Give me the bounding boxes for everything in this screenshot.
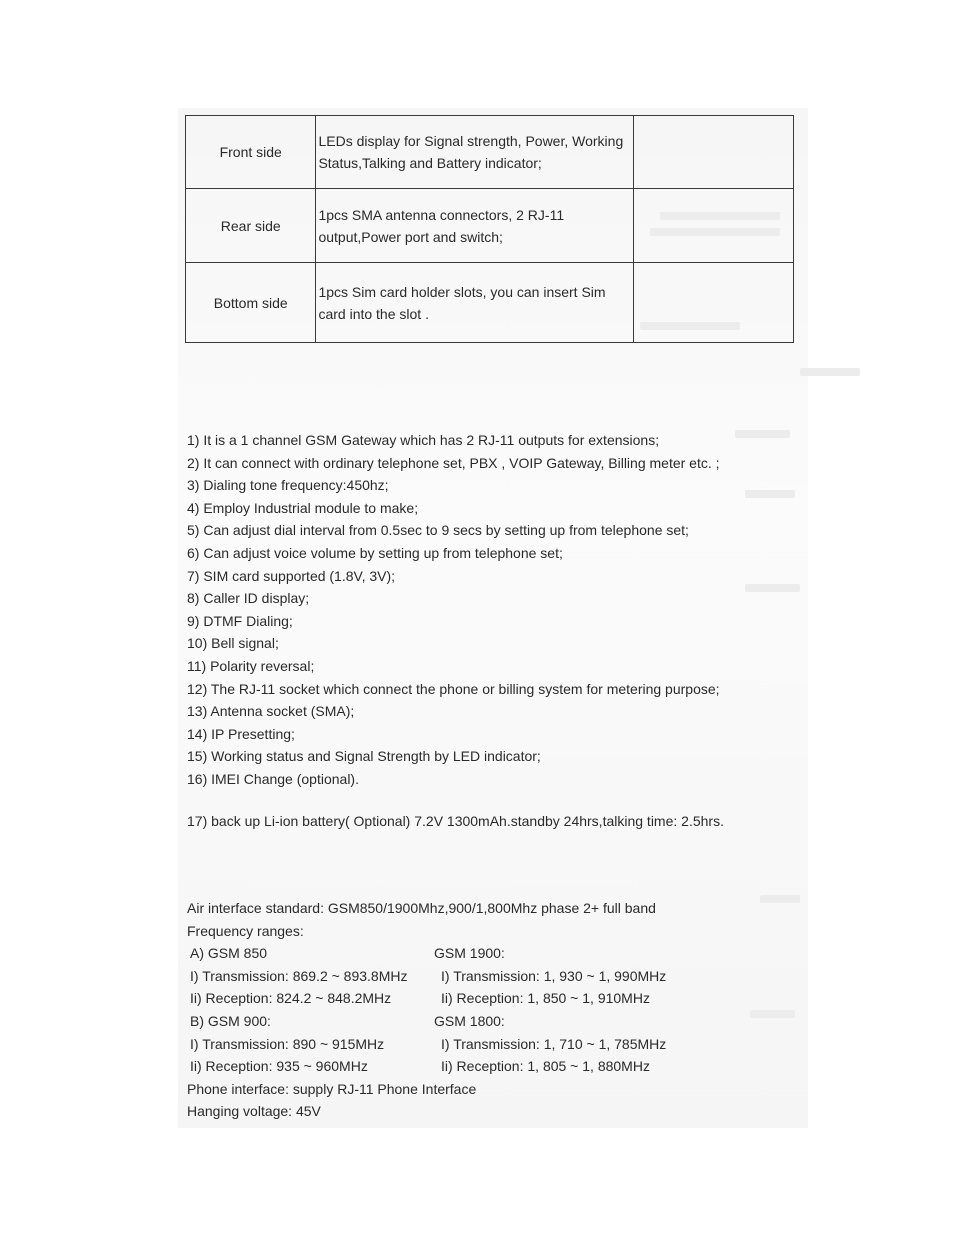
list-item: 4) Employ Industrial module to make; xyxy=(187,499,419,516)
gsm1900-heading: GSM 1900: xyxy=(434,945,505,962)
list-item: 14) IP Presetting; xyxy=(187,725,295,742)
spec-row xyxy=(187,1055,747,1078)
gsm900-transmission: I) Transmission: 890 ~ 915MHz xyxy=(190,1035,385,1052)
frequency-ranges-heading: Frequency ranges: xyxy=(187,922,304,939)
bleed-through-mark xyxy=(760,895,800,903)
spec-row xyxy=(187,1010,747,1033)
gsm1900-transmission: I) Transmission: 1, 930 ~ 1, 990MHz xyxy=(441,967,667,984)
table-row xyxy=(186,263,794,343)
table-row xyxy=(186,189,794,263)
list-item: 11) Polarity reversal; xyxy=(187,657,315,674)
gsm850-transmission: I) Transmission: 869.2 ~ 893.8MHz xyxy=(190,967,408,984)
list-item: 9) DTMF Dialing; xyxy=(187,612,293,629)
gsm900-reception: Ii) Reception: 935 ~ 960MHz xyxy=(190,1058,368,1075)
side-label: Rear side xyxy=(186,189,316,263)
list-item: 3) Dialing tone frequency:450hz; xyxy=(187,477,389,494)
table-row xyxy=(186,116,794,189)
bleed-through-mark xyxy=(745,584,800,592)
list-item: 13) Antenna socket (SMA); xyxy=(187,703,355,720)
list-item: 2) It can connect with ordinary telephone set, PBX , VOIP Gateway, Billing meter etc. ; xyxy=(187,454,720,471)
list-item: 16) IMEI Change (optional). xyxy=(187,770,359,787)
description-line: output,Power port and switch; xyxy=(318,228,503,245)
bleed-through-mark xyxy=(735,430,790,438)
spec-row xyxy=(187,1033,747,1056)
description-line: 1pcs SMA antenna connectors, 2 RJ-11 xyxy=(318,206,565,223)
list-item: 6) Can adjust voice volume by setting up from telephone set; xyxy=(187,544,563,561)
gsm1800-reception: Ii) Reception: 1, 805 ~ 1, 880MHz xyxy=(441,1058,650,1075)
list-item: 10) Bell signal; xyxy=(187,635,279,652)
list-item: 1) It is a 1 channel GSM Gateway which has 2 RJ-11 outputs for extensions; xyxy=(187,432,660,448)
bleed-through-mark xyxy=(750,1010,795,1018)
side-description xyxy=(316,189,634,263)
spec-row xyxy=(187,987,747,1010)
gsm850-reception: Ii) Reception: 824.2 ~ 848.2MHz xyxy=(190,990,392,1007)
empty-cell xyxy=(634,116,794,189)
spec-row xyxy=(187,965,747,988)
side-description xyxy=(316,116,634,189)
phone-interface-spec: Phone interface: supply RJ-11 Phone Interface xyxy=(187,1080,477,1097)
gsm1800-transmission: I) Transmission: 1, 710 ~ 1, 785MHz xyxy=(441,1035,667,1052)
side-description xyxy=(316,263,634,343)
description-line: 1pcs Sim card holder slots, you can insert Sim xyxy=(318,283,606,300)
hanging-voltage-spec: Hanging voltage: 45V xyxy=(187,1103,321,1120)
list-item: 15) Working status and Signal Strength by LED indicator; xyxy=(187,748,541,765)
bleed-through-mark xyxy=(745,490,795,498)
list-item: 5) Can adjust dial interval from 0.5sec to 9 secs by setting up from telephone set; xyxy=(187,522,689,539)
description-line: card into the slot . xyxy=(318,305,429,322)
list-item: 12) The RJ-11 socket which connect the phone or billing system for metering purpose; xyxy=(187,680,720,697)
side-label: Front side xyxy=(186,116,316,189)
description-line: Status,Talking and Battery indicator; xyxy=(318,155,542,171)
spec-row xyxy=(187,942,747,965)
bleed-through-mark xyxy=(800,368,860,376)
device-sides-table xyxy=(185,115,794,343)
gsm1800-heading: GSM 1800: xyxy=(434,1012,505,1029)
features-list xyxy=(187,429,720,791)
empty-cell xyxy=(634,189,794,263)
description-line: LEDs display for Signal strength, Power, Working xyxy=(318,133,624,149)
empty-cell xyxy=(634,263,794,343)
specifications xyxy=(187,897,747,1123)
list-item: 7) SIM card supported (1.8V, 3V); xyxy=(187,567,396,584)
list-item: 8) Caller ID display; xyxy=(187,590,310,607)
air-interface-spec: Air interface standard: GSM850/1900Mhz,900/1,800Mhz phase 2+ full band xyxy=(187,900,656,916)
gsm1900-reception: Ii) Reception: 1, 850 ~ 1, 910MHz xyxy=(441,990,650,1007)
side-label: Bottom side xyxy=(186,263,316,343)
gsm900-heading: B) GSM 900: xyxy=(190,1012,271,1029)
gsm850-heading: A) GSM 850 xyxy=(190,945,268,962)
battery-feature: 17) back up Li-ion battery( Optional) 7.2V 1300mAh.standby 24hrs,talking time: 2.5hrs. xyxy=(187,813,724,829)
